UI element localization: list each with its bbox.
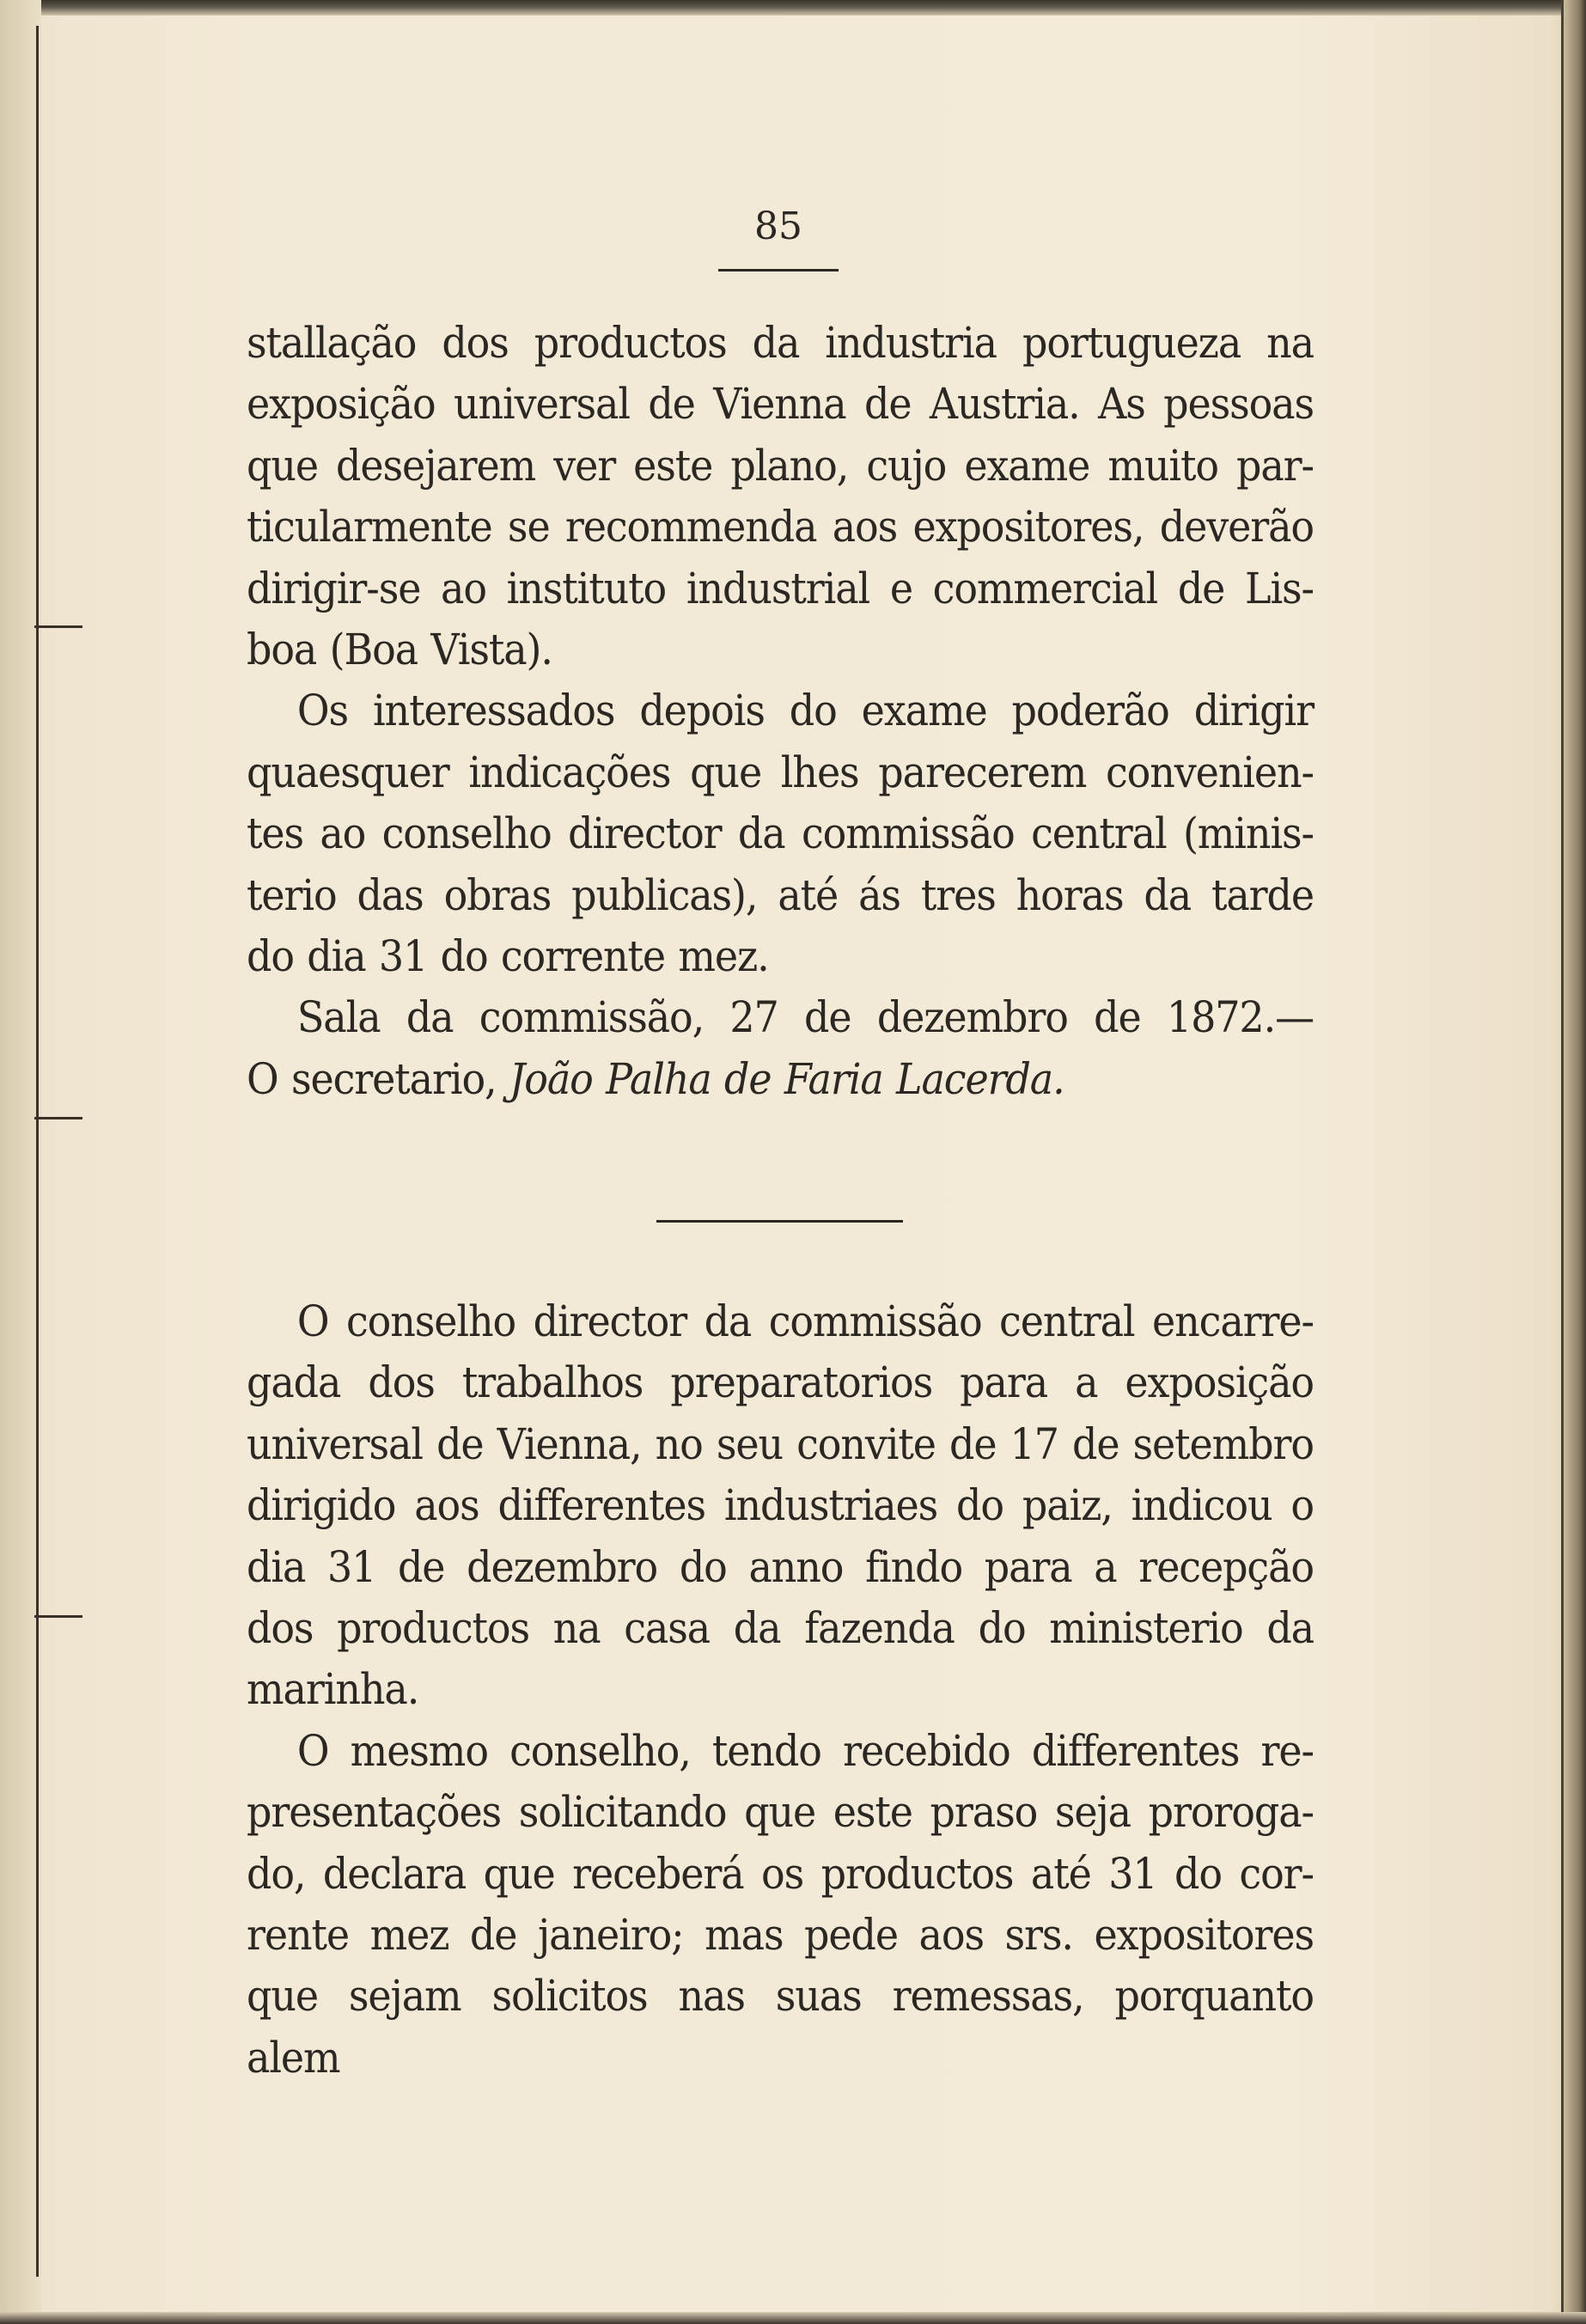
- text-line: ticularmente se recommenda aos expositores, deverão: [247, 502, 1314, 552]
- signature-prefix: O secretario,: [247, 1053, 497, 1104]
- text-line: dos productos na casa da fazenda do ministerio da: [247, 1602, 1314, 1653]
- text-line: do dia 31 do corrente mez.: [247, 930, 769, 981]
- text-line: quaesquer indicações que lhes parecerem convenien-: [247, 747, 1314, 797]
- text-line: terio das obras publicas), até ás tres horas da tarde: [247, 869, 1314, 920]
- section-notice-2: [247, 1291, 1314, 2083]
- binding-tick: [34, 1117, 82, 1119]
- text-line: dirigido aos differentes industriaes do paiz, indicou o: [247, 1480, 1314, 1531]
- text-line: gada dos trabalhos preparatorios para a exposição: [247, 1357, 1314, 1408]
- section-divider: [656, 1220, 903, 1223]
- page-number: 85: [754, 204, 802, 248]
- text-line: que desejarem ver este plano, cujo exame muito par-: [247, 440, 1314, 491]
- paragraph: [247, 1721, 1314, 2083]
- text-line: stallação dos productos da industria portugueza na: [247, 318, 1314, 368]
- text-line: boa (Boa Vista).: [247, 624, 552, 674]
- signature-name: João Palha de Faria Lacerda.: [509, 1053, 1064, 1104]
- paragraph: [247, 680, 1314, 987]
- text-line: marinha.: [247, 1664, 419, 1715]
- text-line: do, declara que receberá os productos até 31 do cor-: [247, 1848, 1314, 1899]
- page-top-edge: [0, 0, 1586, 15]
- text-line: dia 31 de dezembro do anno findo para a recepção: [247, 1541, 1314, 1592]
- text-line: presentações solicitando que este praso seja proroga-: [247, 1787, 1314, 1838]
- text-line: tes ao conselho director da commissão central (minis-: [247, 808, 1314, 859]
- paragraph: [247, 987, 1314, 1110]
- text-line: exposição universal de Vienna de Austria. As pessoas: [247, 379, 1314, 430]
- text-line: O mesmo conselho, tendo recebido differentes re-: [296, 1725, 1314, 1776]
- text-line: Os interessados depois do exame poderão dirigir: [296, 686, 1314, 736]
- text-line: que sejam solicitos nas suas remessas, porquanto alem: [247, 1971, 1314, 2083]
- text-line: dirigir-se ao instituto industrial e commercial de Lis-: [247, 563, 1314, 613]
- signature-line: [247, 1049, 1314, 1110]
- text-line: universal de Vienna, no seu convite de 17 de setembro: [247, 1418, 1314, 1469]
- paragraph: [247, 1291, 1314, 1721]
- text-line: O conselho director da commissão central encarre-: [296, 1296, 1314, 1346]
- date-line: Sala da commissão, 27 de dezembro de 1872.—: [296, 992, 1314, 1043]
- page-bottom-edge: [0, 2312, 1586, 2324]
- section-notice-1: [247, 313, 1314, 1110]
- binding-gutter: [0, 0, 41, 2324]
- binding-line: [36, 26, 39, 2277]
- binding-tick: [34, 625, 82, 628]
- paragraph: [247, 313, 1314, 680]
- text-line: rente mez de janeiro; mas pede aos srs. expositores: [247, 1909, 1314, 1960]
- page-number-rule: [718, 269, 839, 271]
- binding-tick: [34, 1615, 82, 1618]
- page-right-edge: [1564, 0, 1586, 2324]
